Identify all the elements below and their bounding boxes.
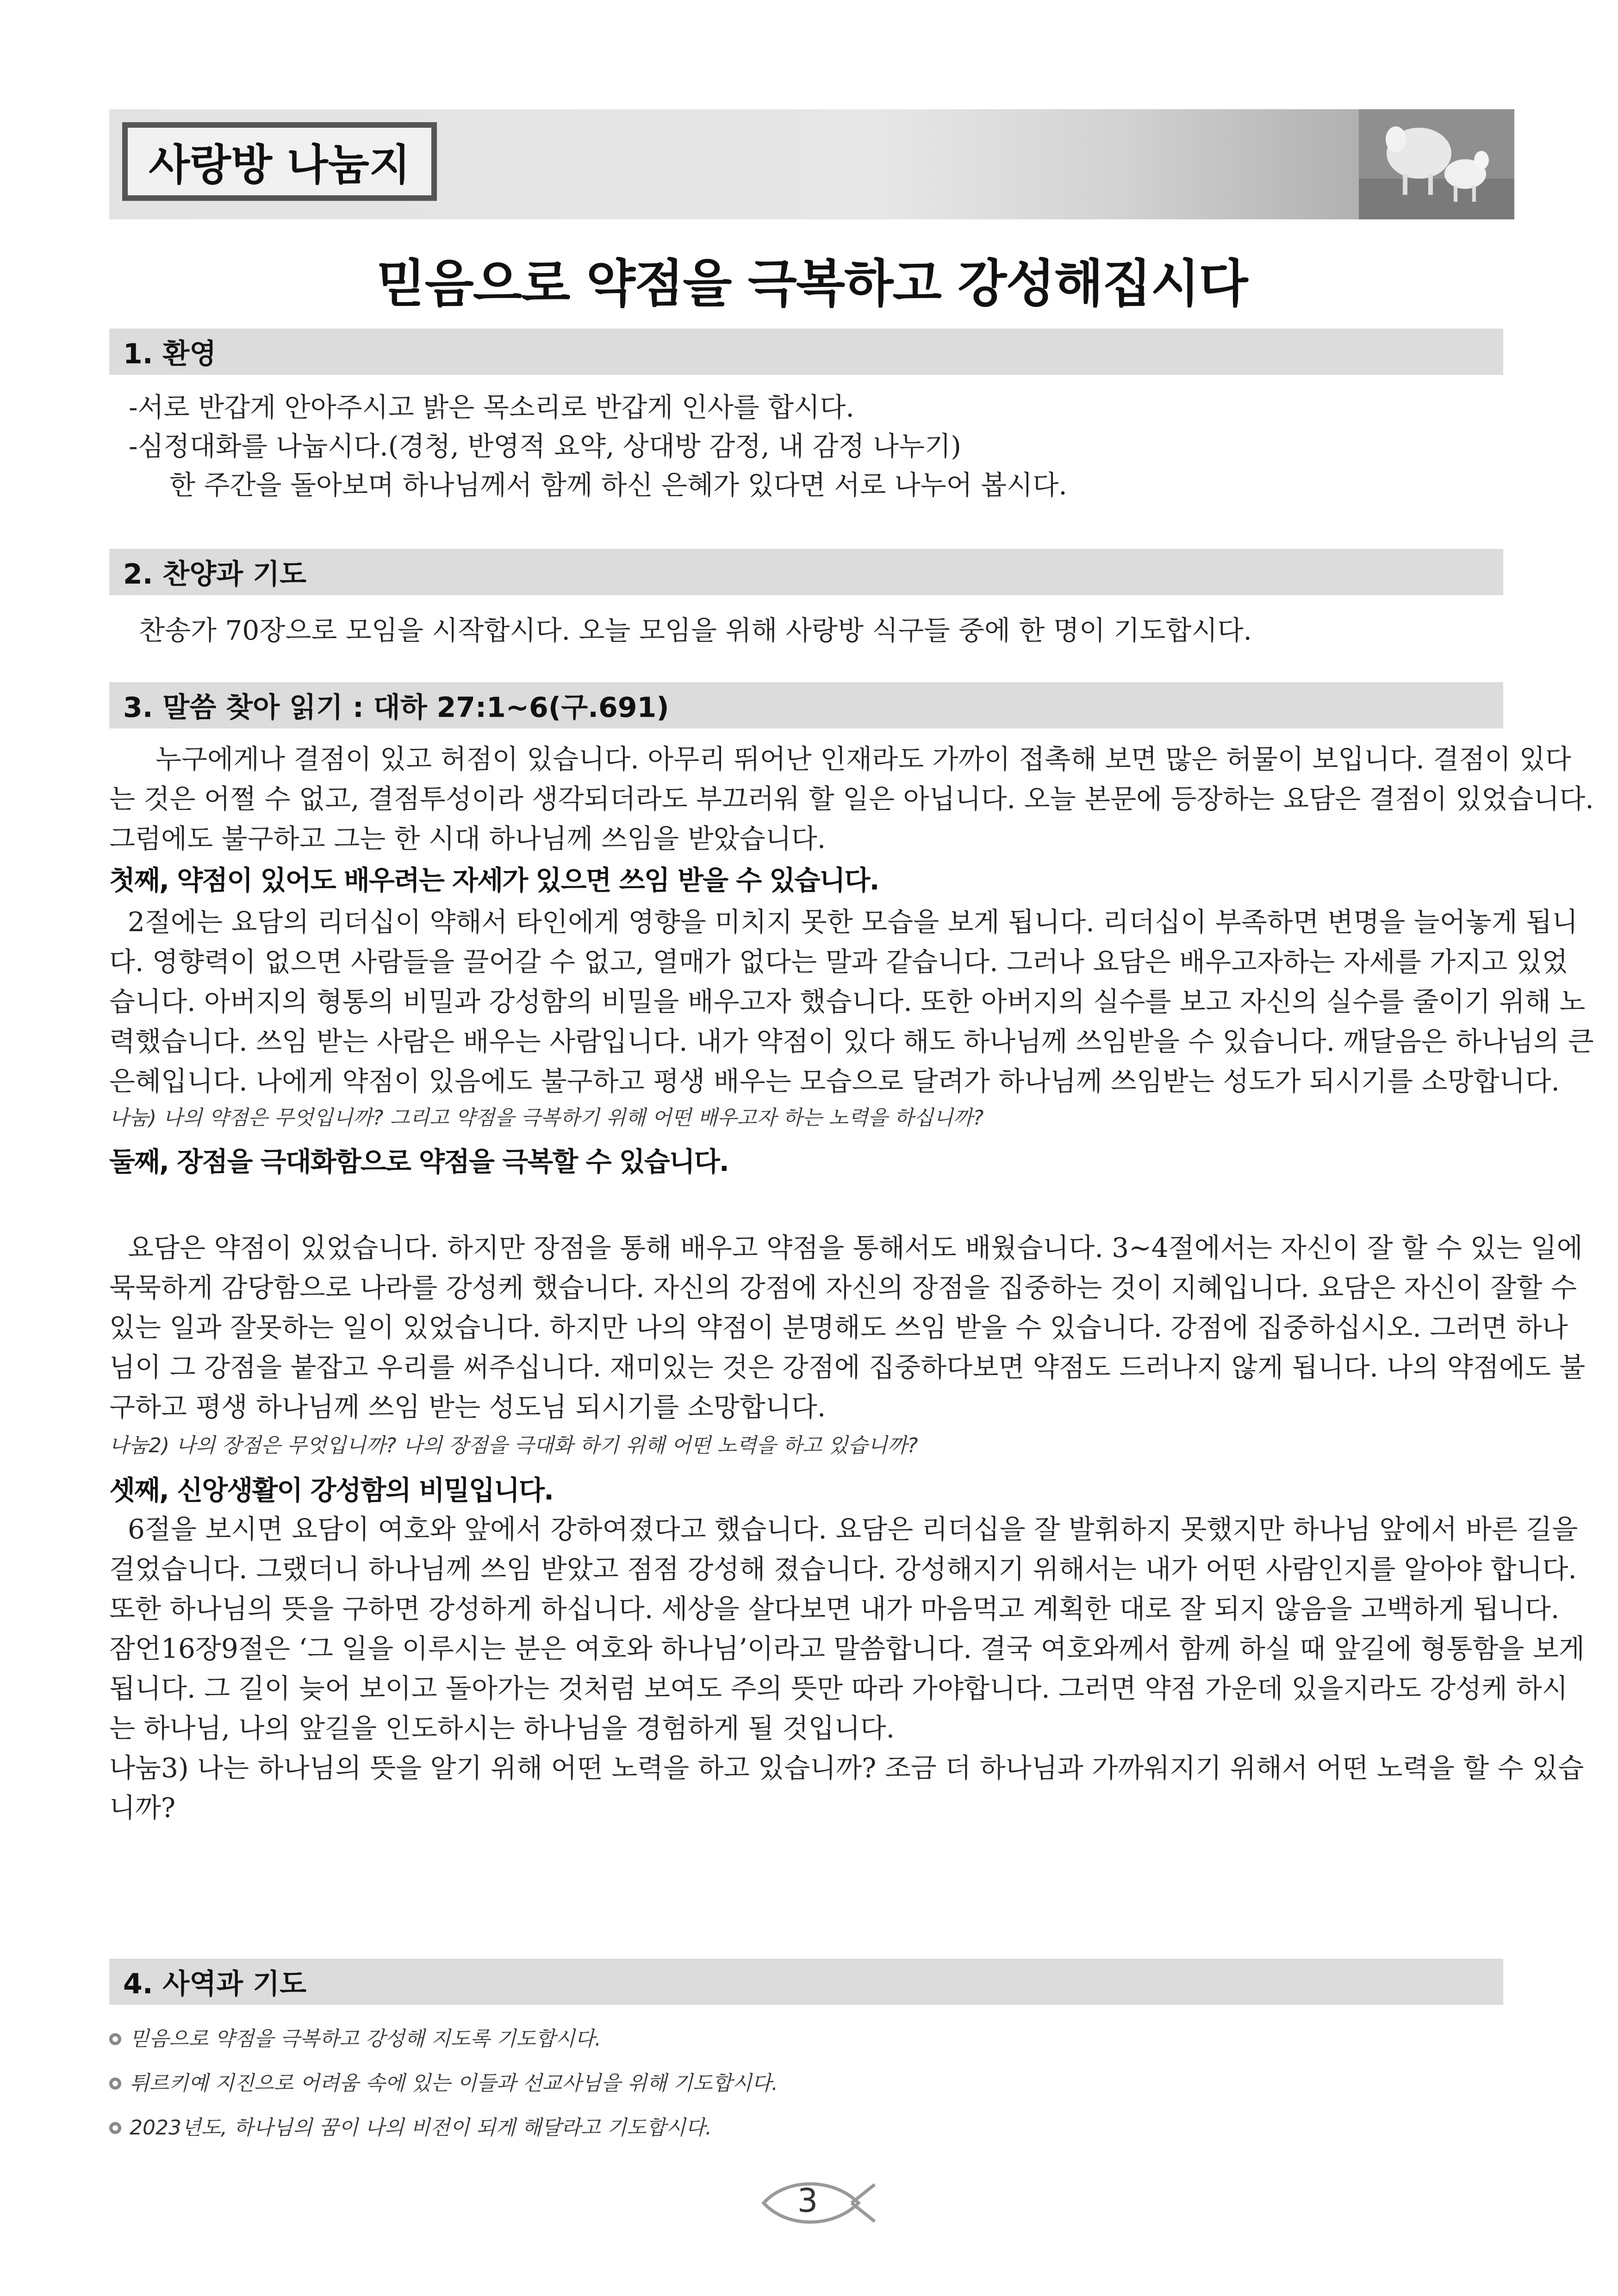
- point-heading-2: 둘째, 장점을 극대화함으로 약점을 극복할 수 있습니다.: [109, 1146, 728, 1177]
- header-banner: [109, 109, 1514, 219]
- point-heading-1: 첫째, 약점이 있어도 배우려는 자세가 있으면 쓰임 받을 수 있습니다.: [109, 865, 879, 896]
- point2-line: 있는 일과 잘못하는 일이 있었습니다. 하지만 나의 약점이 분명해도 쓰임 받을 수 있습니다. 강점에 집중하십시오. 그러면 하나: [109, 1312, 1568, 1343]
- point2-line: 요담은 약점이 있었습니다. 하지만 장점을 통해 배우고 약점을 통해서도 배웠습니다. 3~4절에서는 자신이 잘 할 수 있는 일에: [128, 1232, 1583, 1263]
- point3-line: 잠언16장9절은 ‘그 일을 이루시는 분은 여호와 하나님’이라고 말씀합니다. 결국 여호와께서 함께 하실 때 앞길에 형통함을 보게: [109, 1633, 1585, 1664]
- page-number: 3: [797, 2182, 818, 2220]
- point1-line: 습니다. 아버지의 형통의 비밀과 강성함의 비밀을 배우고자 했습니다. 또한 아버지의 실수를 보고 자신의 실수를 줄이기 위해 노: [109, 986, 1586, 1017]
- section-heading-welcome: 1. 환영: [109, 329, 1503, 375]
- intro-line: 그럼에도 불구하고 그는 한 시대 하나님께 쓰임을 받았습니다.: [109, 823, 826, 854]
- sharing-question-1: 나눔) 나의 약점은 무엇입니까? 그리고 약점을 극복하기 위해 어떤 배우고자 하는 노력을 하십니까?: [109, 1106, 984, 1130]
- point1-line: 다. 영향력이 없으면 사람들을 끌어갈 수 없고, 열매가 없다는 말과 같습니다. 그러나 요담은 배우고자하는 자세를 가지고 있었: [109, 946, 1568, 977]
- prayer-item: [109, 2025, 601, 2053]
- bullet-icon: [109, 2122, 121, 2134]
- welcome-line: 한 주간을 돌아보며 하나님께서 함께 하신 은혜가 있다면 서로 나누어 봅시다.: [169, 469, 1067, 501]
- point2-line: 구하고 평생 하나님께 쓰임 받는 성도님 되시기를 소망합니다.: [109, 1391, 826, 1423]
- prayer-item: [109, 2070, 778, 2097]
- prayer-item: [109, 2114, 712, 2142]
- section-heading-scripture: 3. 말씀 찾아 읽기 : 대하 27:1~6(구.691): [109, 682, 1503, 728]
- point-heading-3: 셋째, 신앙생활이 강성함의 비밀입니다.: [109, 1475, 554, 1506]
- intro-line: 는 것은 어쩔 수 없고, 결점투성이라 생각되더라도 부끄러워 할 일은 아닙니다. 오늘 본문에 등장하는 요담은 결점이 있었습니다.: [109, 783, 1594, 815]
- point1-line: 력했습니다. 쓰임 받는 사람은 배우는 사람입니다. 내가 약점이 있다 해도 하나님께 쓰임받을 수 있습니다. 깨달음은 하나님의 큰: [109, 1026, 1594, 1057]
- section-heading-ministry: 4. 사역과 기도: [109, 1959, 1503, 2005]
- welcome-line: -심정대화를 나눕시다.(경청, 반영적 요약, 상대방 감정, 내 감정 나누기): [129, 430, 961, 462]
- intro-line: 누구에게나 결점이 있고 허점이 있습니다. 아무리 뛰어난 인재라도 가까이 접촉해 보면 많은 허물이 보입니다. 결점이 있다: [156, 743, 1571, 775]
- point2-line: 묵묵하게 감당함으로 나라를 강성케 했습니다. 자신의 강점에 자신의 장점을 집중하는 것이 지혜입니다. 요담은 자신이 잘할 수: [109, 1272, 1577, 1303]
- point3-line: 걸었습니다. 그랬더니 하나님께 쓰임 받았고 점점 강성해 졌습니다. 강성해지기 위해서는 내가 어떤 사람인지를 알아야 합니다.: [109, 1553, 1577, 1585]
- point3-line: 6절을 보시면 요담이 여호와 앞에서 강하여졌다고 했습니다. 요담은 리더십을 잘 발휘하지 못했지만 하나님 앞에서 바른 길을: [128, 1513, 1578, 1545]
- sharing-question-2: 나눔2) 나의 장점은 무엇입니까? 나의 장점을 극대화 하기 위해 어떤 노력을 하고 있습니까?: [109, 1434, 918, 1457]
- point3-line: 됩니다. 그 길이 늦어 보이고 돌아가는 것처럼 보여도 주의 뜻만 따라 가야합니다. 그러면 약점 가운데 있을지라도 강성케 하시: [109, 1673, 1568, 1704]
- point3-line: 는 하나님, 나의 앞길을 인도하시는 하나님을 경험하게 될 것입니다.: [109, 1712, 895, 1744]
- point3-line: 나눔3) 나는 하나님의 뜻을 알기 위해 어떤 노력을 하고 있습니까? 조금 더 하나님과 가까워지기 위해서 어떤 노력을 할 수 있습: [109, 1752, 1584, 1784]
- prayer-text: 믿음으로 약점을 극복하고 강성해 지도록 기도합시다.: [130, 2027, 602, 2051]
- point1-line: 2절에는 요담의 리더십이 약해서 타인에게 영향을 미치지 못한 모습을 보게 됩니다. 리더십이 부족하면 변명을 늘어놓게 됩니: [128, 906, 1578, 938]
- page-footer: [759, 2175, 879, 2231]
- section-heading-praise: 2. 찬양과 기도: [109, 549, 1503, 595]
- point3-line: 니까?: [109, 1792, 176, 1823]
- welcome-line: -서로 반갑게 안아주시고 밝은 목소리로 반갑게 인사를 합시다.: [129, 392, 854, 423]
- point2-line: 님이 그 강점을 붙잡고 우리를 써주십니다. 재미있는 것은 강점에 집중하다보면 약점도 드러나지 않게 됩니다. 나의 약점에도 불: [109, 1351, 1586, 1383]
- bullet-icon: [109, 2078, 121, 2090]
- prayer-text: 2023년도, 하나님의 꿈이 나의 비전이 되게 해달라고 기도합시다.: [130, 2116, 712, 2140]
- page-title: 믿음으로 약점을 극복하고 강성해집시다: [376, 254, 1247, 313]
- prayer-text: 튀르키예 지진으로 어려움 속에 있는 이들과 선교사님을 위해 기도합시다.: [130, 2072, 778, 2095]
- bullet-icon: [109, 2033, 121, 2045]
- praise-line: 찬송가 70장으로 모임을 시작합시다. 오늘 모임을 위해 사랑방 식구들 중에 한 명이 기도합시다.: [139, 615, 1252, 646]
- sheep-illustration: [1359, 109, 1514, 219]
- section-label: 사랑방 나눔지: [122, 122, 437, 201]
- point3-line: 또한 하나님의 뜻을 구하면 강성하게 하십니다. 세상을 살다보면 내가 마음먹고 계획한 대로 잘 되지 않음을 고백하게 됩니다.: [109, 1593, 1560, 1624]
- point1-line: 은혜입니다. 나에게 약점이 있음에도 불구하고 평생 배우는 모습으로 달려가 하나님께 쓰임받는 성도가 되시기를 소망합니다.: [109, 1065, 1560, 1097]
